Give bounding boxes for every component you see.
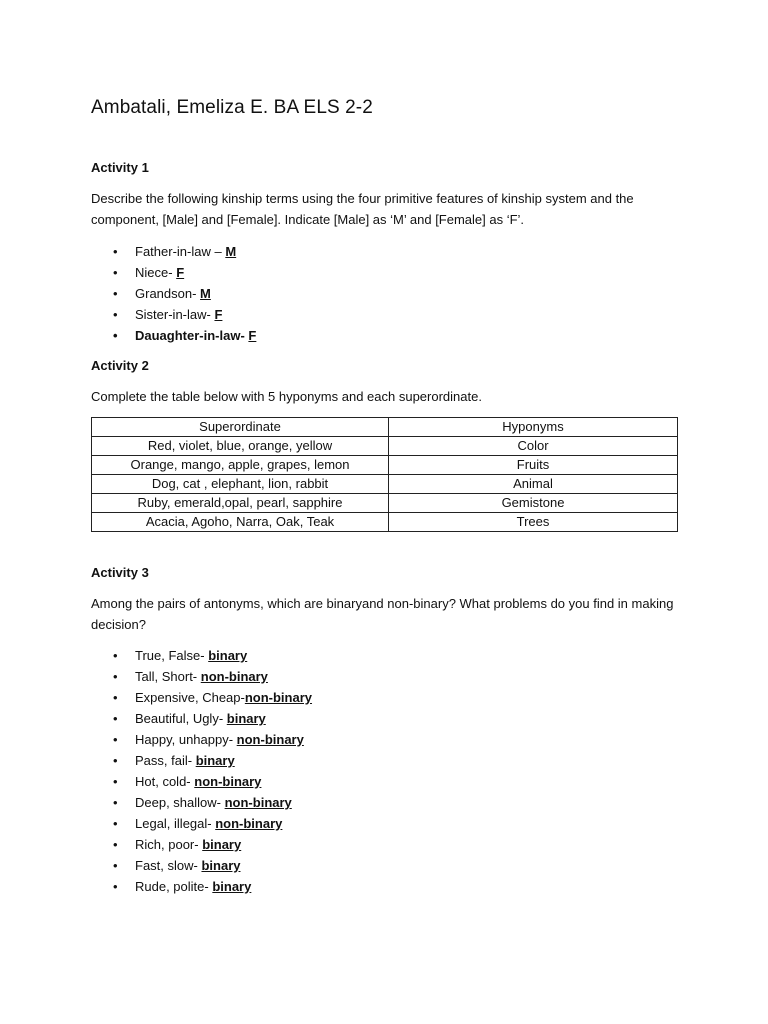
document-page: [91, 94, 681, 897]
activity-2-heading: Activity 2: [91, 358, 149, 373]
list-item: [91, 283, 681, 304]
list-item: [91, 708, 681, 729]
kinship-term: Grandson-: [135, 286, 201, 301]
bullet-icon: •: [113, 816, 118, 831]
kinship-answer: F: [214, 307, 223, 322]
kinship-answer: F: [248, 328, 257, 343]
bullet-icon: •: [113, 265, 118, 280]
bullet-icon: •: [113, 244, 118, 259]
kinship-answer: F: [176, 265, 185, 280]
bullet-icon: •: [113, 879, 118, 894]
table-row: [92, 475, 678, 494]
table-row: [92, 513, 678, 532]
bullet-icon: •: [113, 711, 118, 726]
list-item: [91, 325, 681, 346]
bullet-icon: •: [113, 669, 118, 684]
list-item: [91, 687, 681, 708]
page-title: Ambatali, Emeliza E. BA ELS 2-2: [91, 97, 373, 118]
kinship-answer: M: [200, 286, 211, 301]
kinship-term: Dauaghter-in-law-: [135, 328, 249, 343]
list-item: [91, 792, 681, 813]
table-cell: Orange, mango, apple, grapes, lemon: [92, 456, 389, 475]
list-item: [91, 729, 681, 750]
list-item: [91, 241, 681, 262]
antonym-answer: non-binary: [194, 774, 262, 789]
bullet-icon: •: [113, 286, 118, 301]
table-cell: Acacia, Agoho, Narra, Oak, Teak: [92, 513, 389, 532]
bullet-icon: •: [113, 858, 118, 873]
list-item: [91, 834, 681, 855]
antonym-answer: binary: [212, 879, 252, 894]
antonym-pair: Hot, cold-: [135, 774, 195, 789]
list-item: [91, 666, 681, 687]
antonym-answer: non-binary: [236, 732, 304, 747]
table-row: [92, 494, 678, 513]
table-header-cell: Hyponyms: [389, 418, 678, 437]
activity-1-heading: Activity 1: [91, 160, 149, 175]
activity-3-instructions: Among the pairs of antonyms, which are binaryand non-binary? What problems do you find in making decision?: [91, 596, 674, 632]
antonym-answer: non-binary: [224, 795, 292, 810]
antonym-pair: Beautiful, Ugly-: [135, 711, 227, 726]
list-item: [91, 771, 681, 792]
kinship-term: Niece-: [135, 265, 177, 280]
table-cell: Dog, cat , elephant, lion, rabbit: [92, 475, 389, 494]
table-cell: Fruits: [389, 456, 678, 475]
antonym-pair: Deep, shallow-: [135, 795, 225, 810]
table-cell: Ruby, emerald,opal, pearl, sapphire: [92, 494, 389, 513]
list-item: [91, 262, 681, 283]
bullet-icon: •: [113, 648, 118, 663]
antonym-list: [91, 645, 681, 897]
bullet-icon: •: [113, 753, 118, 768]
list-item: [91, 876, 681, 897]
antonym-pair: Rich, poor-: [135, 837, 203, 852]
table-row: [92, 456, 678, 475]
activity-1-instructions: Describe the following kinship terms using the four primitive features of kinship system and the component, [Male] and [Female]. Indicate [Male] as ‘M’ and [Female] as ‘F’.: [91, 191, 634, 227]
activity-2-instructions: Complete the table below with 5 hyponyms and each superordinate.: [91, 389, 482, 404]
bullet-icon: •: [113, 795, 118, 810]
bullet-icon: •: [113, 307, 118, 322]
bullet-icon: •: [113, 837, 118, 852]
kinship-list: [91, 241, 681, 346]
antonym-answer: non-binary: [200, 669, 268, 684]
antonym-pair: Fast, slow-: [135, 858, 202, 873]
antonym-answer: binary: [195, 753, 235, 768]
antonym-pair: Pass, fail-: [135, 753, 196, 768]
antonym-pair: Rude, polite-: [135, 879, 213, 894]
bullet-icon: •: [113, 690, 118, 705]
antonym-answer: binary: [226, 711, 266, 726]
antonym-pair: True, False-: [135, 648, 209, 663]
table-cell: Gemistone: [389, 494, 678, 513]
bullet-icon: •: [113, 328, 118, 343]
antonym-answer: non-binary: [215, 816, 283, 831]
antonym-pair: Happy, unhappy-: [135, 732, 237, 747]
table-cell: Trees: [389, 513, 678, 532]
kinship-term: Sister-in-law-: [135, 307, 215, 322]
antonym-answer: binary: [201, 858, 241, 873]
bullet-icon: •: [113, 732, 118, 747]
antonym-answer: non-binary: [244, 690, 313, 705]
kinship-term: Father-in-law –: [135, 244, 226, 259]
list-item: [91, 304, 681, 325]
kinship-answer: M: [225, 244, 237, 259]
antonym-answer: binary: [208, 648, 248, 663]
antonym-pair: Expensive, Cheap-: [135, 690, 245, 705]
list-item: [91, 645, 681, 666]
antonym-pair: Tall, Short-: [135, 669, 201, 684]
list-item: [91, 750, 681, 771]
bullet-icon: •: [113, 774, 118, 789]
antonym-pair: Legal, illegal-: [135, 816, 216, 831]
activity-3-heading: Activity 3: [91, 565, 149, 580]
table-cell: Red, violet, blue, orange, yellow: [92, 437, 389, 456]
hyponym-table: [91, 417, 678, 532]
table-row: [92, 437, 678, 456]
list-item: [91, 813, 681, 834]
antonym-answer: binary: [202, 837, 242, 852]
table-header-row: [92, 418, 678, 437]
table-header-cell: Superordinate: [92, 418, 389, 437]
table-cell: Color: [389, 437, 678, 456]
list-item: [91, 855, 681, 876]
table-cell: Animal: [389, 475, 678, 494]
